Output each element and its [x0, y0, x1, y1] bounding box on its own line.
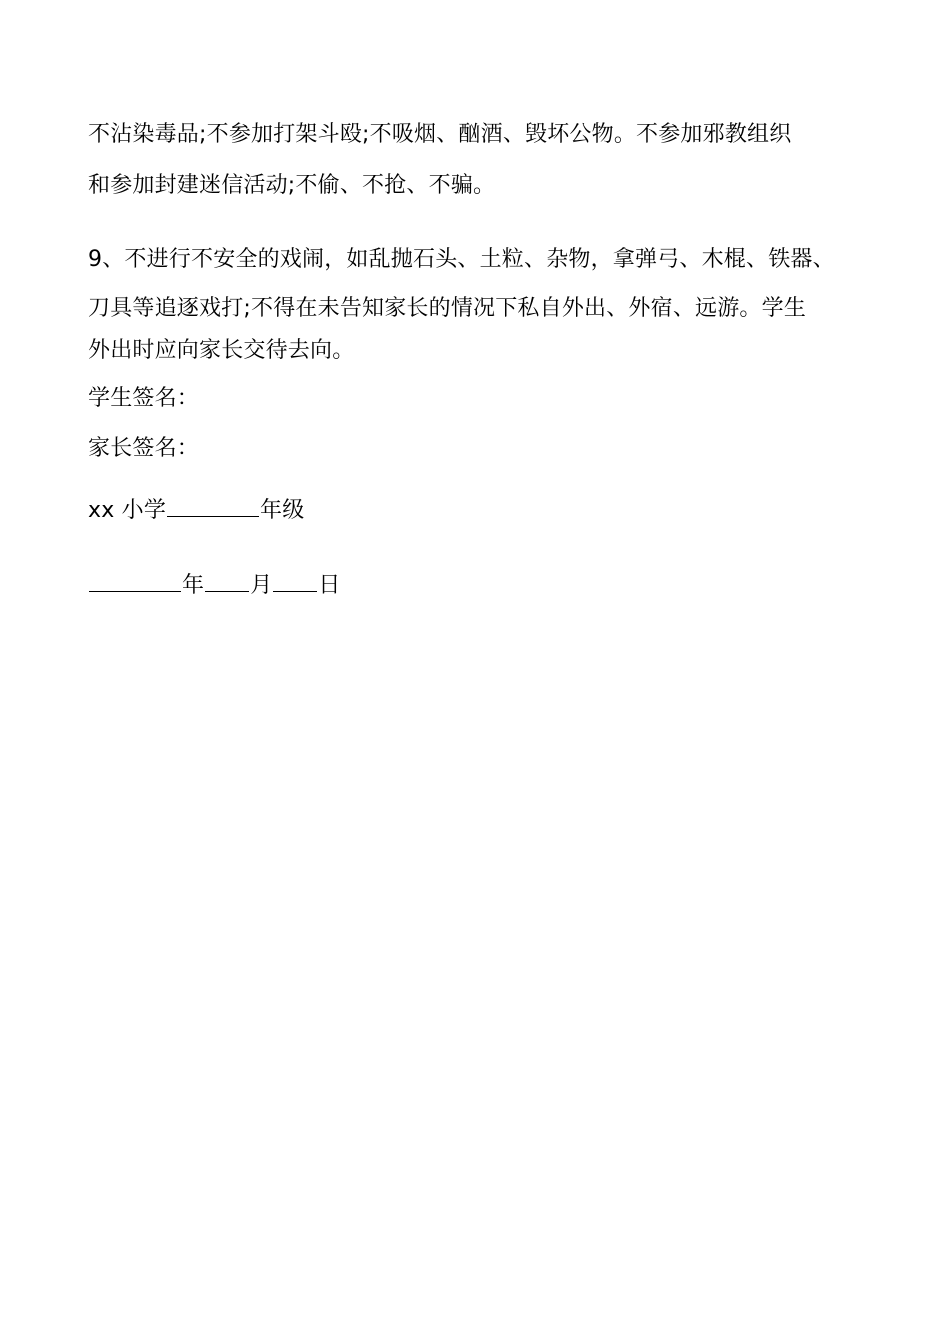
month-blank — [205, 569, 249, 592]
paragraph-9-line-1: 9、不进行不安全的戏闹，如乱抛石头、土粒、杂物，拿弹弓、木棍、铁器、 — [88, 247, 835, 272]
day-label: 日 — [318, 573, 341, 598]
parent-signature-label: 家长签名： — [88, 436, 200, 461]
paragraph-8-line-1: 不沾染毒品;不参加打架斗殴;不吸烟、酗酒、毁坏公物。不参加邪教组织 — [88, 122, 792, 147]
school-name: xx 小学 — [88, 498, 167, 523]
year-label: 年 — [182, 573, 205, 598]
grade-blank — [167, 494, 259, 517]
year-blank — [89, 569, 181, 592]
paragraph-9-line-3: 外出时应向家长交待去向。 — [88, 338, 355, 363]
grade-suffix: 年级 — [260, 498, 305, 523]
month-label: 月 — [250, 573, 273, 598]
student-signature-label: 学生签名： — [88, 386, 200, 411]
day-blank — [273, 569, 317, 592]
school-grade-line — [88, 494, 304, 526]
paragraph-9-line-2: 刀具等追逐戏打;不得在未告知家长的情况下私自外出、外宿、远游。学生 — [88, 296, 807, 321]
date-line — [88, 569, 341, 601]
paragraph-8-line-2: 和参加封建迷信活动;不偷、不抢、不骗。 — [88, 173, 496, 198]
